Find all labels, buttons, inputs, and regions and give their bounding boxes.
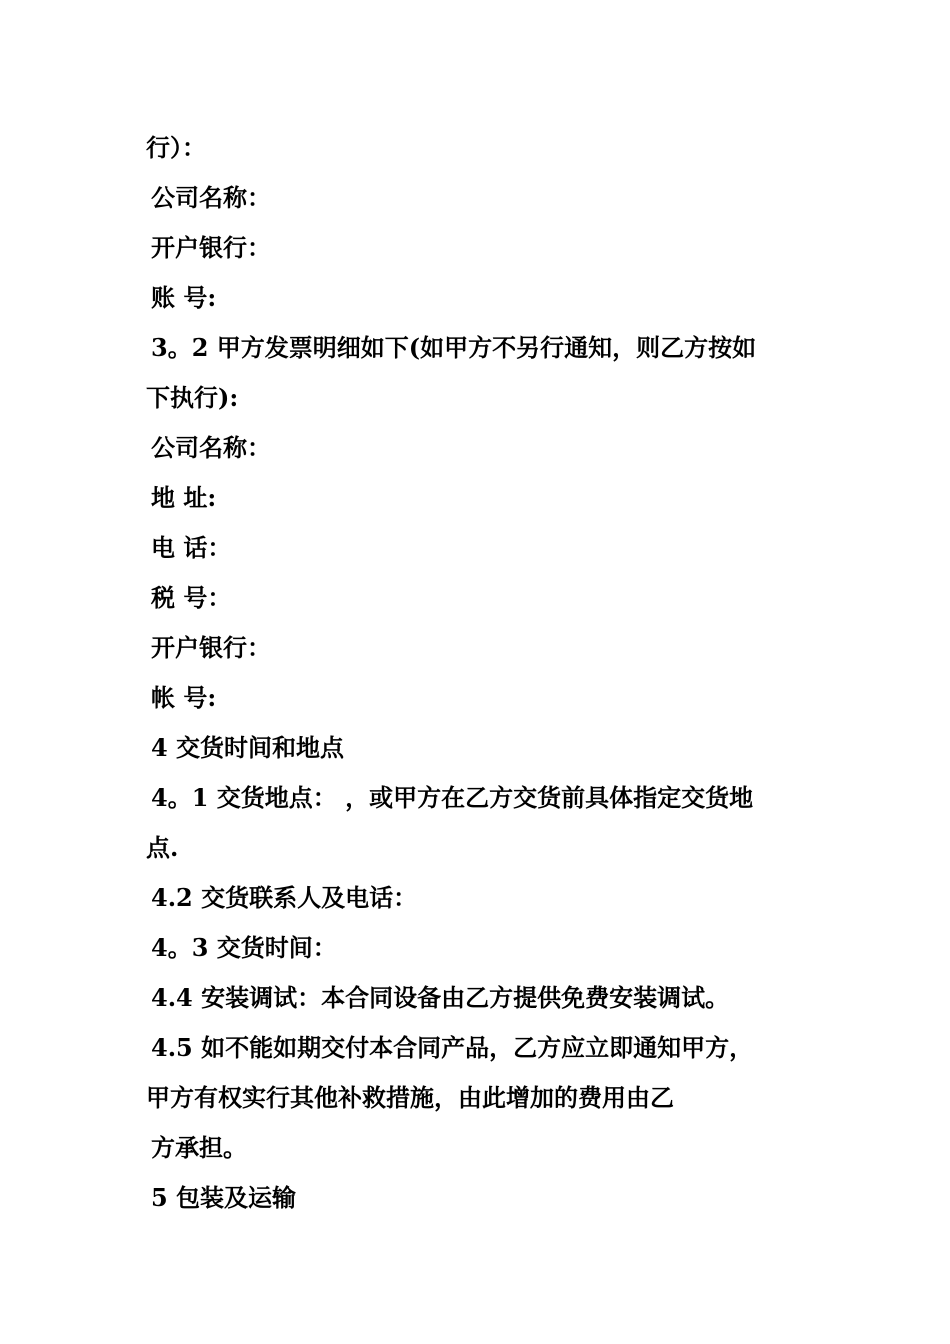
clause-4-2: 4.2 交货联系人及电话： — [151, 883, 418, 912]
invoice-account-label: 帐 号: — [151, 683, 217, 712]
invoice-tax-number-label: 税 号： — [151, 583, 232, 612]
invoice-company-name-label: 公司名称： — [151, 433, 271, 462]
company-name-label: 公司名称： — [151, 183, 271, 212]
clause-4-5-end: 方承担。 — [151, 1133, 247, 1162]
clause-4-5-continued: 甲方有权实行其他补救措施，由此增加的费用由乙 — [146, 1083, 674, 1112]
clause-4-3: 4。3 交货时间： — [151, 933, 337, 962]
section-4-heading: 4 交货时间和地点 — [151, 733, 345, 762]
invoice-bank-label: 开户银行： — [151, 633, 271, 662]
clause-4-5: 4.5 如不能如期交付本合同产品，乙方应立即通知甲方， — [151, 1033, 754, 1062]
section-5-heading: 5 包装及运输 — [151, 1183, 297, 1212]
clause-4-4: 4.4 安装调试：本合同设备由乙方提供免费安装调试。 — [151, 983, 730, 1012]
clause-4-1: 4。1 交货地点： ，或甲方在乙方交货前具体指定交货地 — [151, 783, 754, 812]
text-line: 行）： — [146, 133, 206, 162]
document-body — [146, 126, 836, 1226]
clause-3-2: 3。2 甲方发票明细如下(如甲方不另行通知，则乙方按如 — [151, 333, 757, 362]
account-label: 账 号: — [151, 283, 217, 312]
invoice-phone-label: 电 话： — [151, 533, 232, 562]
clause-3-2-continued: 下执行): — [146, 383, 239, 412]
bank-label: 开户银行： — [151, 233, 271, 262]
invoice-address-label: 地 址: — [151, 483, 217, 512]
clause-4-1-continued: 点. — [146, 833, 179, 862]
